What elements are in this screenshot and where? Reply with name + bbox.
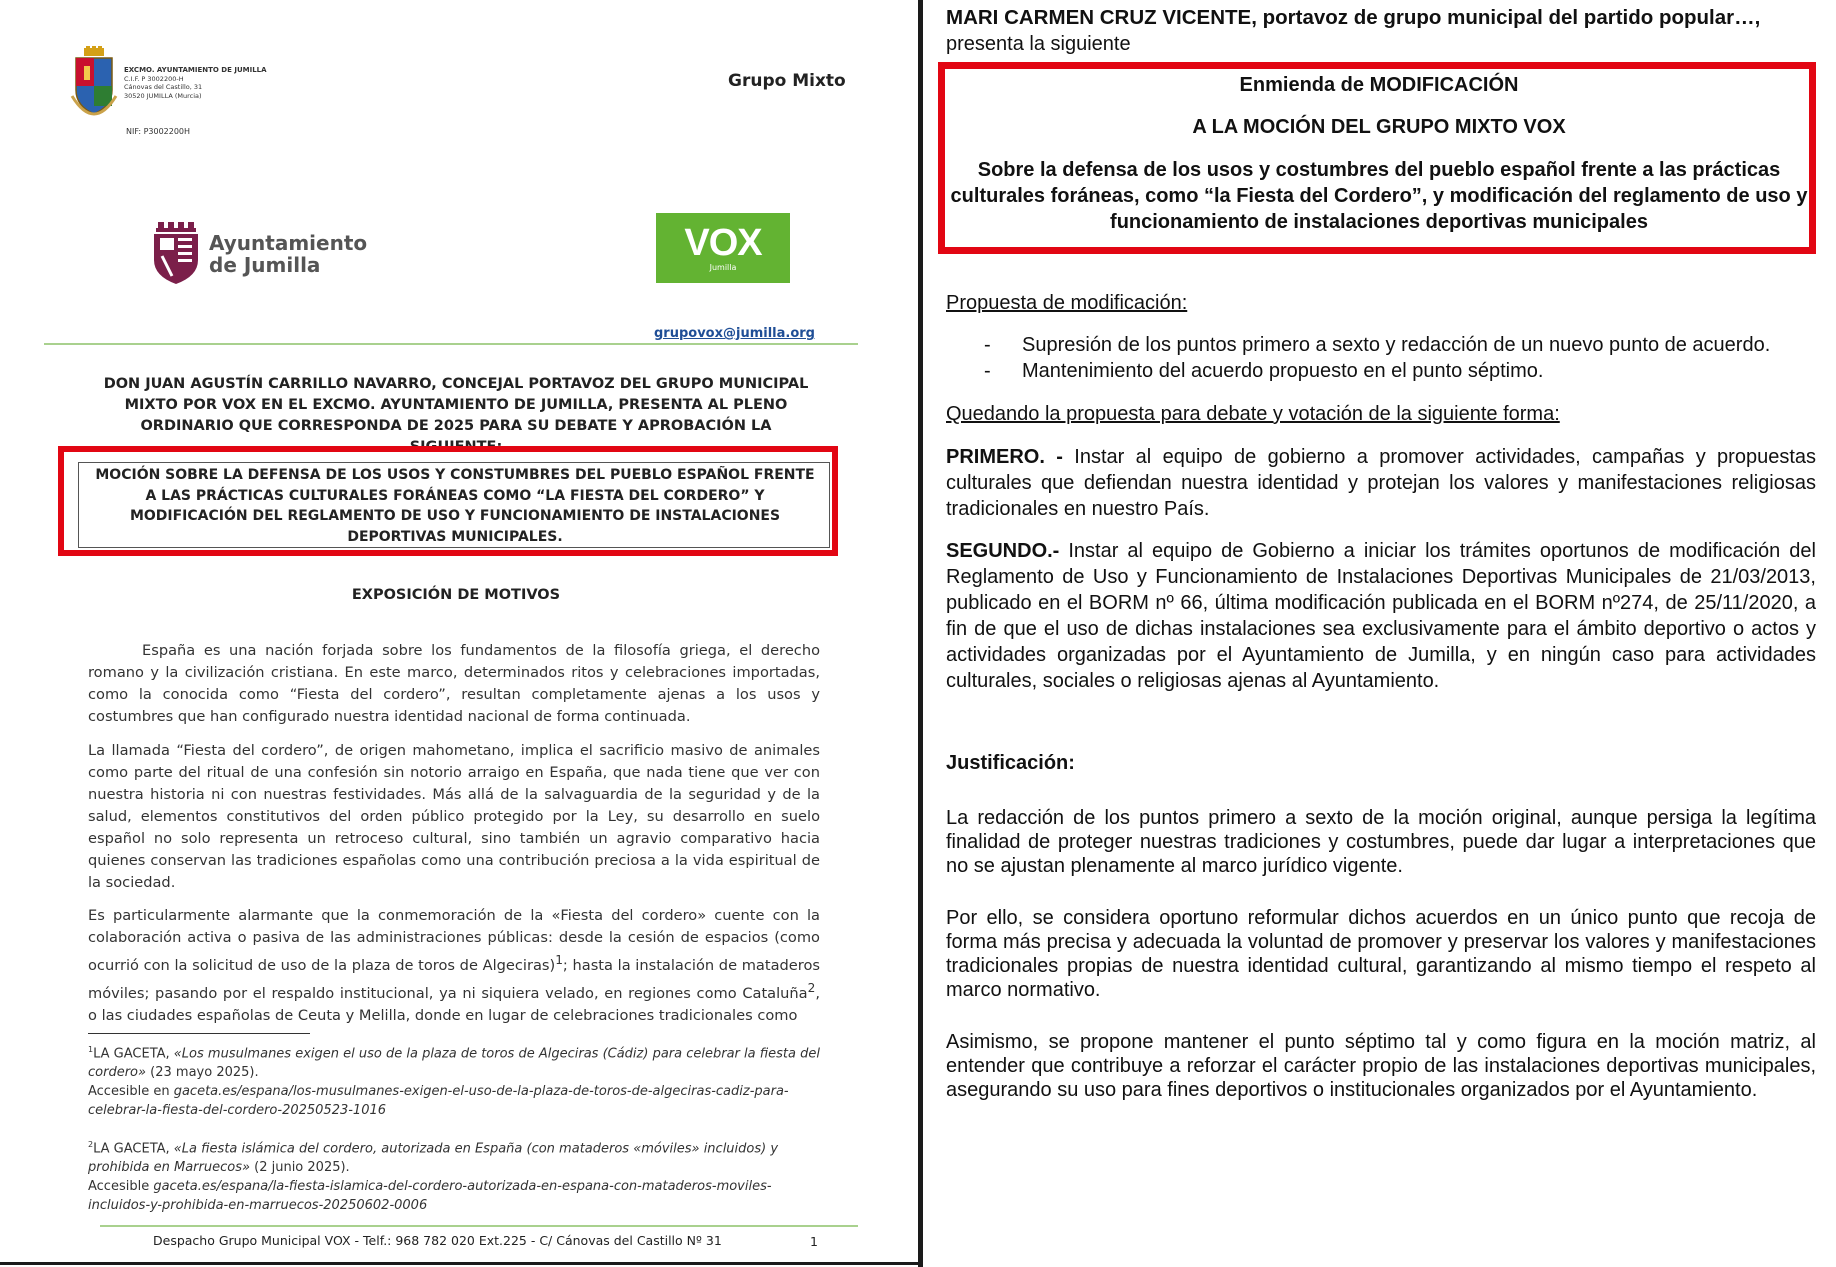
- motives-paragraph-2: La llamada “Fiesta del cordero”, de origen mahometano, implica el sacrificio masivo de animales como parte del ritual de una confesión sin notorio arraigo en España, que nada tiene que ver con nuestra historia ni con nuestras festividades. Más allá de la salvaguardia de la seguridad y de la salud, elementos constitutivos del orden público protegido por la Ley, su desarrollo en suelo español no solo representa un retroceso cultural, sino también un agravio comparativo hacia quienes conservan las tradiciones españolas como una contribución preciosa a la vida espiritual de la sociedad.: [88, 742, 820, 891]
- bullet-dash: -: [984, 360, 991, 382]
- footnote-ref-1: 1: [555, 953, 563, 967]
- footnote-2-number: 2: [88, 1140, 94, 1149]
- footnote-2-title: «La fiesta islámica del cordero, autorizada en España (con mataderos «móviles» incluidos) y prohibida en Marruecos»: [88, 1141, 779, 1176]
- footnote-2: [88, 1135, 828, 1215]
- amendment-target: A LA MOCIÓN DEL GRUPO MIXTO VOX: [1192, 116, 1566, 138]
- segundo-text: Instar al equipo de Gobierno a iniciar los trámites oportunos de modificación del Reglamento de Uso y Funcionamiento de Instalaciones Deportivas Municipales de 21/03/2013, publicado en el BORM nº 66, última modificación publicada en el BORM nº274, de 25/11/2020, a fin de que el uso de dichas instalaciones sea exclusivamente para el ámbito deportivo o actos y actividades organizadas por el Ayuntamiento de Jumilla, y en ningún caso para actividades culturales, sociales o religiosas ajenas al Ayuntamiento.: [946, 540, 1816, 692]
- municipal-crest-icon: [70, 46, 118, 124]
- vox-logo: [656, 213, 790, 283]
- motives-heading: EXPOSICIÓN DE MOTIVOS: [351, 587, 561, 603]
- vox-logo-subtitle: Jumilla: [709, 263, 737, 272]
- ayuntamiento-shield-icon: [150, 222, 202, 284]
- segundo-label: SEGUNDO.-: [946, 540, 1060, 562]
- motion-intro: DON JUAN AGUSTÍN CARRILLO NAVARRO, CONCEJAL PORTAVOZ DEL GRUPO MUNICIPAL MIXTO POR VOX EN EL EXCMO. AYUNTAMIENTO DE JUMILLA, PRESENTA AL PLENO ORDINARIO QUE CORRESPONDA DE 2025 PARA SU DEBATE Y APROBACIÓN LA SIGUIENTE:: [103, 376, 809, 455]
- motion-title: MOCIÓN SOBRE LA DEFENSA DE LOS USOS Y CONSTUMBRES DEL PUEBLO ESPAÑOL FRENTE A LAS PRÁCTICAS CULTURALES FORÁNEAS COMO “LA FIESTA DEL CORDERO” Y MODIFICACIÓN DEL REGLAMENTO DE USO Y FUNCIONAMIENTO DE INSTALACIONES DEPORTIVAS MUNICIPALES.: [95, 467, 815, 545]
- paragraph-3-part-b: ; hasta la instalación de mataderos móviles; pasando por el respaldo institucional, ya ni siquiera velado, en regiones como Cataluña: [88, 956, 820, 1002]
- bullet-text: Supresión de los puntos primero a sexto y redacción de un nuevo punto de acuerdo.: [1022, 334, 1771, 356]
- motives-paragraph-1: España es una nación forjada sobre los fundamentos de la filosofía griega, el derecho romano y la civilización cristiana. En este marco, determinados ritos y celebraciones importadas, como la conocida como “Fiesta del cordero”, resultan completamente ajenas a los usos y costumbres que han configurado nuestra identidad nacional de forma continuada.: [88, 642, 820, 725]
- footnote-ref-2: 2: [807, 980, 816, 995]
- footer-divider: [100, 1225, 858, 1227]
- header-divider: [44, 343, 858, 345]
- justification-paragraph-2: Por ello, se considera oportuno reformular dichos acuerdos en un único punto que recoja de forma más precisa y adecuada la voluntad de promover y preservar los valores y manifestaciones tradicionales propias de nuestra identidad cultural, garantizando al mismo tiempo el respeto al marco normativo.: [946, 907, 1816, 1001]
- footnote-2-access: Accesible: [88, 1179, 154, 1195]
- footnote-2-source: LA GACETA,: [93, 1141, 174, 1157]
- spokesperson-line: MARI CARMEN CRUZ VICENTE, portavoz de grupo municipal del partido popular…,: [946, 6, 1761, 29]
- council-address: [124, 66, 267, 100]
- council-name: EXCMO. AYUNTAMIENTO DE JUMILLA: [124, 66, 267, 74]
- footnote-1-title: «Los musulmanes exigen el uso de la plaza de toros de Algeciras (Cádiz) para celebrar la fiesta del cordero»: [88, 1046, 820, 1081]
- agreement-segundo: [946, 538, 1816, 694]
- primero-text: Instar al equipo de gobierno a promover actividades, campañas y propuestas culturales que defiendan nuestra identidad y protejan los valores y manifestaciones religiosas tradicionales en nuestro País.: [946, 446, 1816, 520]
- ayuntamiento-logo-text: [209, 232, 367, 276]
- amendment-type: Enmienda de MODIFICACIÓN: [1239, 74, 1519, 96]
- council-city: 30520 JUMILLA (Murcia): [124, 91, 202, 100]
- primero-label: PRIMERO. -: [946, 446, 1063, 468]
- footnote-divider: [88, 1033, 310, 1034]
- footnote-1-date: (23 mayo 2025).: [146, 1065, 259, 1081]
- footnote-1-access: Accesible en: [88, 1084, 174, 1100]
- page-footer: Despacho Grupo Municipal VOX - Telf.: 968 782 020 Ext.225 - C/ Cánovas del Castillo Nº 31: [153, 1233, 722, 1248]
- council-nif: NIF: P3002200H: [126, 127, 191, 136]
- council-street: Cánovas del Castillo, 31: [124, 83, 203, 91]
- justification-paragraph-3: Asimismo, se propone mantener el punto séptimo tal y como figura en la moción matriz, al entender que contribuye a reforzar el carácter propio de las instalaciones deportivas municipales, asegurando su uso para fines deportivos o institucionales organizados por el Ayuntamiento.: [946, 1031, 1816, 1101]
- vox-email-link[interactable]: grupovox@jumilla.org: [654, 326, 815, 341]
- list-item: [984, 360, 1543, 383]
- page-divider: [918, 0, 923, 1267]
- list-item: [984, 334, 1770, 357]
- footnote-1-source: LA GACETA,: [93, 1046, 174, 1062]
- footnote-2-url[interactable]: gaceta.es/espana/la-fiesta-islamica-del-cordero-autorizada-en-espana-con-mataderos-moviles-incluidos-y-prohibida-en-marruecos-20250602-0006: [88, 1179, 772, 1214]
- amendment-subject: Sobre la defensa de los usos y costumbres del pueblo español frente a las prácticas culturales foráneas, como “la Fiesta del Cordero”, y modificación del reglamento de uso y funcionamiento de instalaciones deportivas municipales: [950, 159, 1808, 233]
- footnote-2-date: (2 junio 2025).: [250, 1160, 350, 1176]
- footnote-1: [88, 1040, 828, 1120]
- proposal-heading: Propuesta de modificación:: [946, 292, 1188, 314]
- paragraph-3-part-c: , o las ciudades españolas de Ceuta y Melilla, donde en lugar de celebraciones tradicionales como: [88, 984, 820, 1024]
- footnote-1-url[interactable]: gaceta.es/espana/los-musulmanes-exigen-el-uso-de-la-plaza-de-toros-de-algeciras-cadiz-para-celebrar-la-fiesta-del-cordero-20250523-1016: [88, 1084, 789, 1119]
- footnote-1-number: 1: [88, 1045, 94, 1054]
- justification-heading: Justificación:: [946, 752, 1075, 774]
- ayuntamiento-line-1: Ayuntamiento: [209, 231, 368, 255]
- presents-line: presenta la siguiente: [946, 33, 1131, 55]
- bullet-dash: -: [984, 334, 991, 356]
- motives-paragraph-3: [88, 905, 820, 1027]
- justification-paragraph-1: La redacción de los puntos primero a sexto de la moción original, aunque persiga la legítima finalidad de proteger nuestras tradiciones y costumbres, puede dar lugar a interpretaciones que no se ajustan plenamente al marco jurídico vigente.: [946, 807, 1816, 877]
- amendment-document-page: [924, 0, 1836, 1267]
- ayuntamiento-line-2: de Jumilla: [209, 253, 321, 277]
- agreement-primero: [946, 444, 1816, 522]
- council-cif: C.I.F. P 3002200-H: [124, 74, 184, 83]
- paragraph-3-part-a: Es particularmente alarmante que la conmemoración de la «Fiesta del cordero» cuente con la colaboración activa o pasiva de las administraciones públicas: desde la cesión de espacios (como ocurrió con la solicitud de uso de la plaza de toros de Algeciras): [88, 907, 820, 974]
- remaining-heading: Quedando la propuesta para debate y votación de la siguiente forma:: [946, 403, 1560, 425]
- group-label: Grupo Mixto: [728, 71, 846, 91]
- page-bottom-edge: [0, 1262, 918, 1265]
- vox-logo-word: VOX: [684, 222, 762, 264]
- bullet-text: Mantenimiento del acuerdo propuesto en el punto séptimo.: [1022, 360, 1544, 382]
- page-number: 1: [810, 1234, 818, 1249]
